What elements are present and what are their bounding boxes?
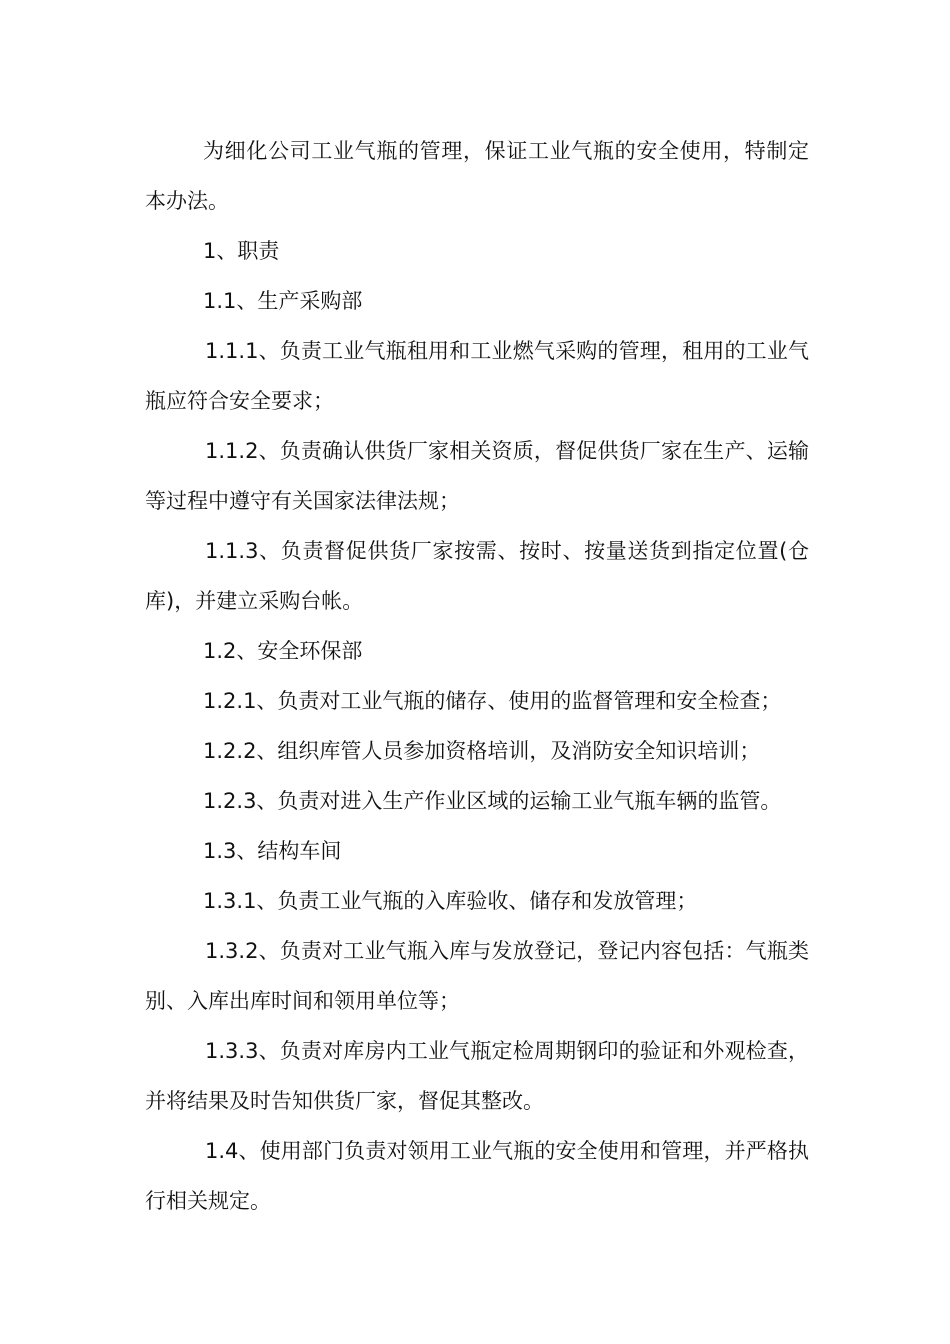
clause-1-3-1: 1.3.1、负责工业气瓶的入库验收、储存和发放管理；	[203, 889, 698, 913]
clause-1-1-3: 1.1.3、负责督促供货厂家按需、按时、按量送货到指定位置(仓库)，并建立采购台帐。	[145, 539, 809, 613]
clause-1-1-2: 1.1.2、负责确认供货厂家相关资质，督促供货厂家在生产、运输等过程中遵守有关国家法律法规；	[145, 439, 809, 513]
section-heading-responsibilities: 1、职责	[203, 239, 280, 263]
subsection-heading-workshop: 1.3、结构车间	[203, 839, 342, 863]
document-body	[145, 126, 809, 1226]
clause-1-1-1: 1.1.1、负责工业气瓶租用和工业燃气采购的管理，租用的工业气瓶应符合安全要求；	[145, 339, 809, 413]
clause-1-3-2: 1.3.2、负责对工业气瓶入库与发放登记，登记内容包括：气瓶类别、入库出库时间和领用单位等；	[145, 939, 809, 1013]
clause-1-4: 1.4、使用部门负责对领用工业气瓶的安全使用和管理，并严格执行相关规定。	[145, 1139, 809, 1213]
subsection-heading-procurement: 1.1、生产采购部	[203, 289, 363, 313]
clause-1-2-3: 1.2.3、负责对进入生产作业区域的运输工业气瓶车辆的监管。	[203, 789, 782, 813]
clause-1-3-3: 1.3.3、负责对库房内工业气瓶定检周期钢印的验证和外观检查，并将结果及时告知供货厂家，督促其整改。	[145, 1039, 809, 1113]
clause-1-2-1: 1.2.1、负责对工业气瓶的储存、使用的监督管理和安全检查；	[203, 689, 782, 713]
subsection-heading-safety: 1.2、安全环保部	[203, 639, 363, 663]
intro-paragraph: 为细化公司工业气瓶的管理，保证工业气瓶的安全使用，特制定本办法。	[145, 139, 809, 213]
clause-1-2-2: 1.2.2、组织库管人员参加资格培训，及消防安全知识培训；	[203, 739, 761, 763]
